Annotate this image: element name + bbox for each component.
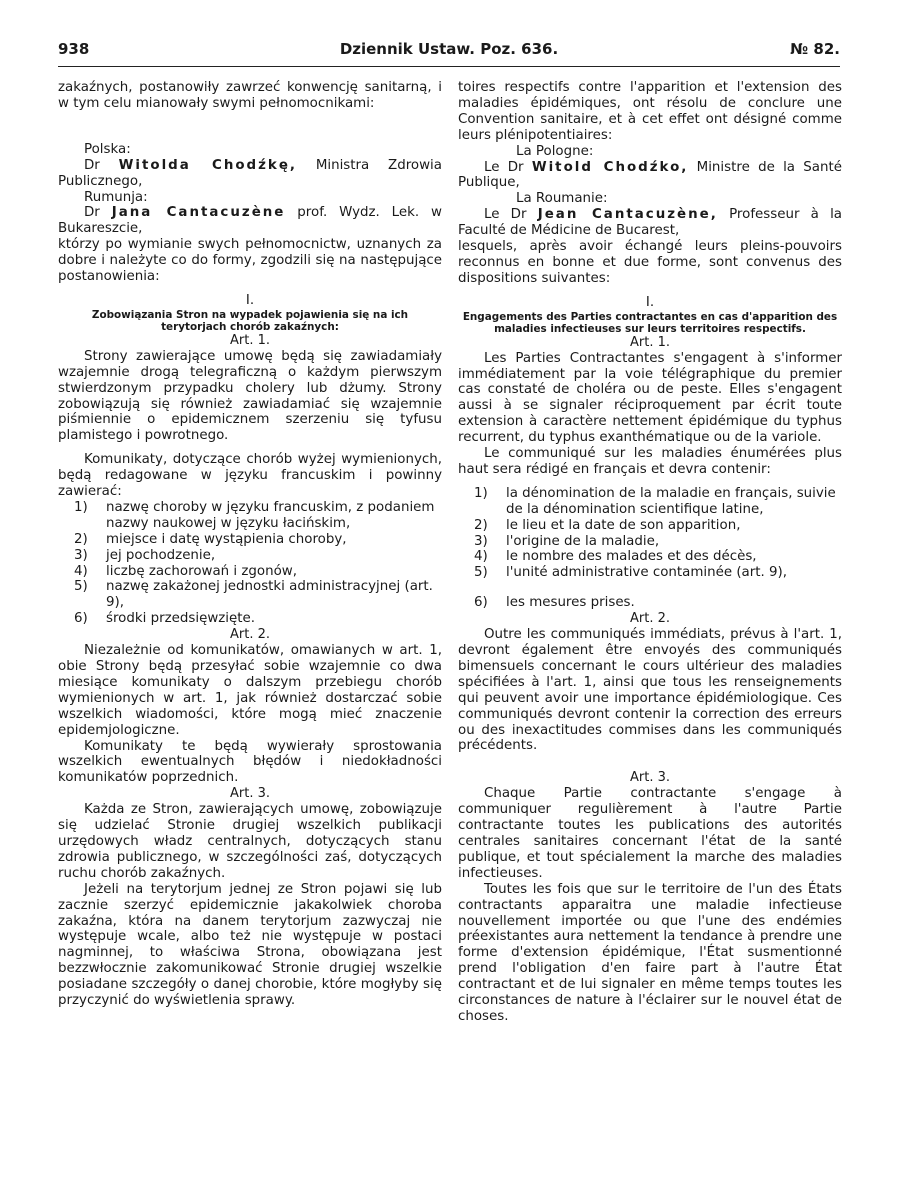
closing-paragraph: którzy po wymianie swych pełnomocnictw, uznanych za dobre i należyte co do formy, zgodzili się na następujące postanowienia: (58, 237, 442, 285)
delegate-name: Jana Cantacuzène (111, 205, 286, 221)
intro-paragraph: toires respectifs contre l'apparition et l'extension des maladies épidémiques, ont résolu de conclure une Convention sanitaire, et à cet effet ont désigné comme leurs plénipotentiaires: (458, 80, 842, 143)
country-romania: La Roumanie: (516, 191, 608, 207)
header-rule (58, 66, 840, 67)
french-column (458, 80, 842, 1025)
polish-column (58, 80, 442, 1009)
list-item: 4) le nombre des malades et des décès, (474, 549, 757, 565)
delegate-romania: Le Dr Jean Cantacuzène, Professeur à la Faculté de Médicine de Bucarest, (458, 207, 843, 239)
article-2-title: Art. 2. (629, 611, 670, 627)
article-3-title: Art. 3. (229, 786, 270, 802)
article-2-paragraph: Outre les communiqués immédiats, prévus à l'art. 1, devront également être envoyés des communiqués bimensuels concernant le cours ultérieur des maladies spécifiées à l'art. 1, ainsi que tous les renseignements qui peuvent avoir une importance épidémiologique. Ces communiqués devront contenir la correction des erreurs ou des inexactitudes commises dans les communiqués précédents. (458, 627, 842, 754)
page-header (58, 40, 840, 64)
country-poland: La Pologne: (516, 143, 594, 159)
article-3-paragraph: Toutes les fois que sur le territoire de l'un des États contractants apparaitra une maladie infectieuse nouvellement importée ou que l'une des endémies préexistantes aura nettement la tendance à prendre une forme d'extension épidémique, l'État susmentionné prend l'obligation d'en faire part à l'autre État contractant et de lui signaler en même temps toutes les circonstances de nature à l'éclairer sur le nouvel état de choses. (458, 881, 842, 1024)
article-3-title: Art. 3. (629, 770, 670, 786)
article-1-paragraph: Komunikaty, dotyczące chorób wyżej wymienionych, będą redagowane w języku francuskim i powinny zawierać: (58, 452, 442, 500)
list-item: 3) l'origine de la maladie, (474, 533, 660, 549)
article-3-paragraph: Każda ze Stron, zawierających umowę, zobowiązuje się udzielać Stronie drugiej wszelkich publikacji urzędowych władz centralnych, dotyczących stanu zdrowia publicznego, w szczególności zaś, dotyczących ruchu chorób zakaźnych. (58, 802, 442, 881)
article-2-paragraph: Komunikaty te będą wywierały sprostowania wszelkich ewentualnych błędów i niedokładności komunikatów poprzednich. (58, 738, 442, 786)
list-item: 4) liczbę zachorowań i zgonów, (74, 563, 297, 579)
delegate-poland: Le Dr Witold Chodźko, Ministre de la Santé Publique, (458, 159, 842, 191)
article-1-paragraph: Les Parties Contractantes s'engagent à s'informer immédiatement par la voie télégraphique du premier cas constaté de choléra ou de peste. Elles s'engagent aussi à se signaler réciproquement par écrit toute extension à caractère nettement épidémique du typhus recurrent, du typhus exanthématique ou de la variole. (458, 350, 842, 446)
section-number: I. (245, 292, 255, 308)
article-1-paragraph: Strony zawierające umowę będą się zawiadamiały wzajemnie drogą telegraficzną o każdym pierwszym stwierdzonym przypadku cholery lub dżumy. Strony zobowiązują się również zawiadamiać się wzajemnie piśmiennie o epidemicznem szerzeniu się tyfusu plamistego i powrotnego. (58, 348, 442, 444)
article-2-paragraph: Niezależnie od komunikatów, omawianych w art. 1, obie Strony będą przesyłać sobie wzajemnie co dwa miesiące komunikaty o dalszym przebiegu chorób wymienionych w art. 1, jak również dostarczać sobie wszelkich wiadomości, które mogą mieć znaczenie epidemjologiczne. (58, 643, 442, 738)
article-1-list (58, 500, 442, 627)
article-2-title: Art. 2. (229, 627, 270, 643)
article-1-list (458, 486, 842, 611)
section-title: Engagements des Parties contractantes en cas d'apparition des maladies infectieuses sur leurs territoires respectifs. (462, 310, 838, 335)
list-item: 3) jej pochodzenie, (74, 547, 216, 563)
delegate-romania: Dr Jana Cantacuzène prof. Wydz. Lek. w Bukareszcie, (58, 205, 442, 237)
issue-number: № 82. (790, 40, 840, 58)
list-item: 2) le lieu et la date de son apparition, (474, 517, 741, 533)
country-romania: Rumunja: (84, 189, 148, 205)
page-number: 938 (58, 40, 90, 58)
journal-title: Dziennik Ustaw. Poz. 636. (339, 40, 559, 58)
article-3-paragraph: Jeżeli na terytorjum jednej ze Stron pojawi się lub zacznie szerzyć epidemicznie jakakolwiek choroba zakaźna, która na danem terytorjum zazwyczaj nie występuje wcale, albo też nie występuje w postaci nagminnej, to właściwa Strona, obowiązana jest bezzwłocznie zakomunikować Stronie drugiej wszelkie posiadane szczegóły o danej chorobie, które mogłyby się przyczynić do wyświetlenia sprawy. (58, 881, 442, 1009)
list-item: 1) nazwę choroby w języku francuskim, z podaniem nazwy naukowej w języku łacińskim, (74, 499, 435, 531)
delegate-poland: Dr Witolda Chodźkę, Ministra Zdrowia Publicznego, (58, 157, 442, 189)
list-item: 5) l'unité administrative contaminée (art. 9), (474, 565, 788, 581)
list-item: 6) les mesures prises. (474, 595, 635, 611)
delegate-name: Jean Cantacuzène, (537, 207, 718, 223)
list-item: 5) nazwę zakażonej jednostki administracyjnej (art. 9), (74, 579, 433, 611)
intro-paragraph: zakaźnych, postanowiły zawrzeć konwencję sanitarną, i w tym celu mianowały swymi pełnomocnikami: (58, 80, 442, 111)
section-title: Zobowiązania Stron na wypadek pojawienia się na ich terytorjach chorób zakaźnych: (91, 308, 409, 333)
list-item: 2) miejsce i datę wystąpienia choroby, (74, 531, 347, 547)
delegate-name: Witolda Chodźkę, (118, 157, 298, 173)
closing-paragraph: lesquels, après avoir échangé leurs pleins-pouvoirs reconnus en bonne et due forme, sont convenus des dispositions suivantes: (458, 239, 842, 286)
article-1-paragraph: Le communiqué sur les maladies énumérées plus haut sera rédigé en français et devra contenir: (458, 446, 842, 477)
article-1-title: Art. 1. (629, 334, 670, 350)
list-item: 6) środki przedsięwzięte. (74, 611, 256, 627)
article-1-title: Art. 1. (229, 332, 270, 348)
section-number: I. (645, 294, 655, 310)
country-poland: Polska: (84, 141, 131, 157)
article-3-paragraph: Chaque Partie contractante s'engage à communiquer regulièrement à l'autre Partie contractante toutes les publications des autorités centrales sanitaires concernant l'état de la santé publique, et tout spécialement la marche des maladies infectieuses. (458, 786, 842, 881)
list-item: 1) la dénomination de la maladie en français, suivie de la dénomination scientifique latine, (474, 485, 836, 517)
delegate-name: Witold Chodźko, (531, 159, 689, 175)
